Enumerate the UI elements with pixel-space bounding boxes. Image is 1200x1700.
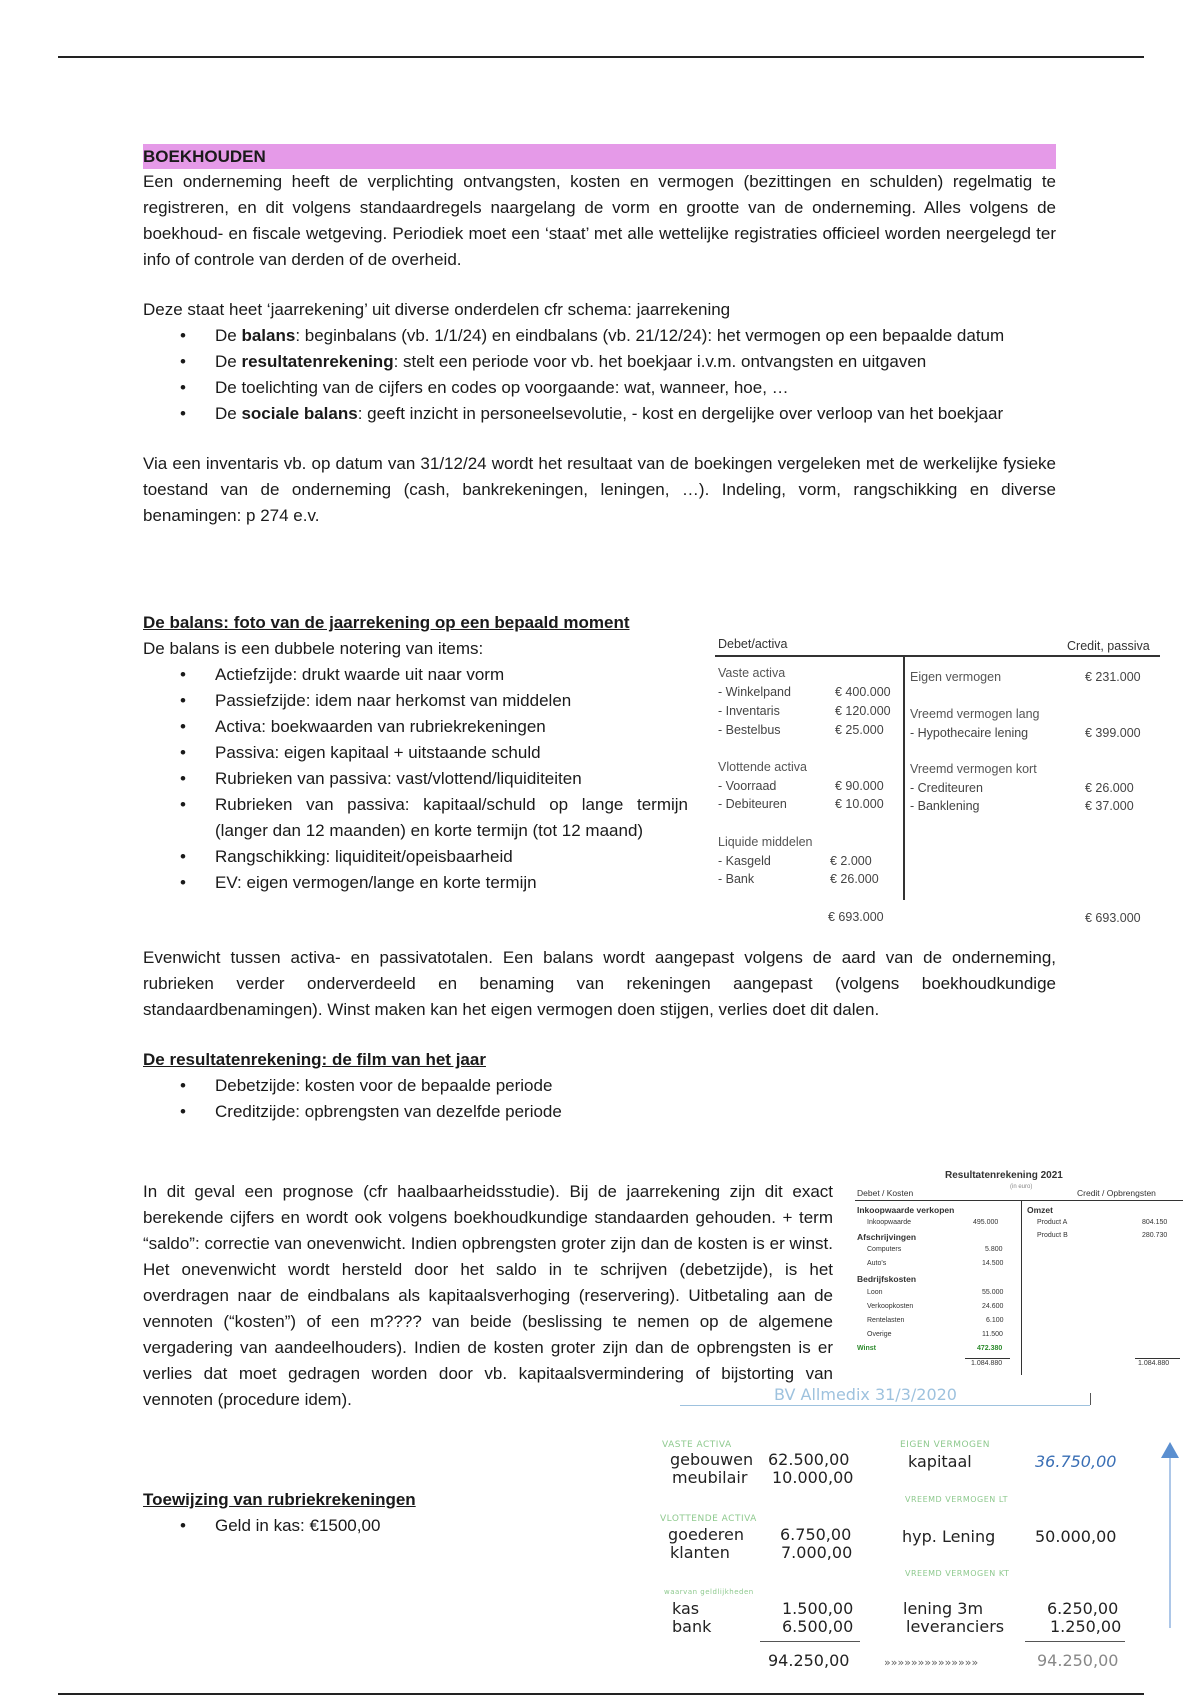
list-item: • De toelichting van de cijfers en codes op voorgaande: wat, wanneer, hoe, … xyxy=(215,375,1056,401)
item-label: - Crediteuren xyxy=(910,781,983,795)
item-label: - Banklening xyxy=(910,799,980,813)
balans-lead: De balans is een dubbele notering van items: xyxy=(143,639,484,658)
result-sub: (in euro) xyxy=(1010,1184,1033,1190)
item-value: € 26.000 xyxy=(1085,781,1134,795)
group-label: Eigen vermogen xyxy=(910,670,1002,684)
cost-value: 5.800 xyxy=(985,1246,1003,1253)
list-item: • De balans: beginbalans (vb. 1/1/24) en eindbalans (vb. 21/12/24): het vermogen op een bepaalde datum xyxy=(215,323,1056,349)
item-label: - Winkelpand xyxy=(718,685,791,699)
item-value: € 231.000 xyxy=(1085,670,1141,684)
revenue-value: 804.150 xyxy=(1142,1219,1168,1226)
cost-label: Rentelasten xyxy=(867,1317,905,1324)
total-left: 1.084.880 xyxy=(971,1360,1003,1367)
item-label: leveranciers xyxy=(906,1617,1005,1636)
total-right: 94.250,00 xyxy=(1037,1651,1119,1670)
item-label: - Bank xyxy=(718,872,755,886)
kapitaal-value: 36.750,00 xyxy=(1035,1452,1117,1471)
item-value: 62.500,00 xyxy=(768,1450,850,1469)
balans-title: De balans: foto van de jaarrekening op een bepaald moment xyxy=(143,613,630,632)
item-label: gebouwen xyxy=(670,1450,754,1469)
cost-value: 11.500 xyxy=(982,1331,1003,1338)
cost-label: Verkoopkosten xyxy=(867,1303,914,1310)
balans-list xyxy=(143,662,688,896)
item-value: € 10.000 xyxy=(835,797,884,811)
cost-group: Afschrijvingen xyxy=(857,1232,917,1242)
list-item: • Activa: boekwaarden van rubriekrekeningen xyxy=(215,714,688,740)
list-item: • EV: eigen vermogen/lange en korte termijn xyxy=(215,870,688,896)
resultaten-list xyxy=(143,1073,1056,1125)
bottom-rule xyxy=(58,1693,1144,1695)
group-label: Vaste activa xyxy=(718,666,786,680)
item-label: - Hypothecaire lening xyxy=(910,726,1029,740)
group-label: Liquide middelen xyxy=(718,835,813,849)
revenue-label: Product B xyxy=(1037,1232,1068,1239)
jaarrekening-lead: Deze staat heet ‘jaarrekening’ uit diverse onderdelen cfr schema: jaarrekening xyxy=(143,300,731,319)
item-value: € 120.000 xyxy=(835,704,891,718)
item-value: € 2.000 xyxy=(830,854,872,868)
item-label: - Bestelbus xyxy=(718,723,781,737)
winst-value: 472.380 xyxy=(977,1345,1003,1352)
balans-after-paragraph: Evenwicht tussen activa- en passivatotalen. Een balans wordt aangepast volgens de aard van de onderneming, rubrieken verder onderverdeeld en benaming van rekeningen aangepast (volgens boekhoudkundige standaardbenamingen). Winst maken kan het eigen vermogen doen stijgen, verlies doet dit dalen. xyxy=(143,948,1056,1019)
item-label: hyp. Lening xyxy=(902,1527,996,1546)
cost-value: 14.500 xyxy=(982,1260,1004,1267)
up-arrow-icon xyxy=(1155,1440,1185,1630)
balans-section xyxy=(143,610,688,896)
list-item: • Debetzijde: kosten voor de bepaalde periode xyxy=(215,1073,1056,1099)
item-value: 7.000,00 xyxy=(781,1543,853,1562)
item-label: kas xyxy=(672,1599,700,1618)
item-label: - Inventaris xyxy=(718,704,780,718)
allmedix-title: BV Allmedix 31/3/2020 xyxy=(774,1385,957,1404)
cost-label: Overige xyxy=(867,1331,892,1338)
revenue-label: Product A xyxy=(1037,1219,1068,1226)
cost-value: 55.000 xyxy=(982,1289,1004,1296)
item-value: 6.750,00 xyxy=(780,1525,852,1544)
item-label: - Debiteuren xyxy=(718,797,787,811)
balance-figure xyxy=(715,635,1165,935)
item-value: € 37.000 xyxy=(1085,799,1134,813)
list-item: • Passiva: eigen kapitaal + uitstaande schuld xyxy=(215,740,688,766)
document-body-top xyxy=(143,144,1056,529)
result-debet-header: Debet / Kosten xyxy=(857,1188,914,1198)
arrow-line: »»»»»»»»»»»»»» xyxy=(884,1656,979,1669)
item-value: € 400.000 xyxy=(835,685,891,699)
item-label: meubilair xyxy=(672,1468,748,1487)
item-value: € 90.000 xyxy=(835,779,884,793)
revenue-value: 280.730 xyxy=(1142,1232,1168,1239)
list-item: • De resultatenrekening: stelt een periode voor vb. het boekjaar i.v.m. ontvangsten en uitgaven xyxy=(215,349,1056,375)
top-rule xyxy=(58,56,1144,58)
cost-label: Inkoopwaarde xyxy=(867,1219,911,1226)
group-label: VREEMD VERMOGEN LT xyxy=(905,1495,1009,1504)
list-item: • Rubrieken van passiva: kapitaal/schuld op lange termijn (langer dan 12 maanden) en korte termijn (tot 12 maand) xyxy=(215,792,688,844)
list-item: • Geld in kas: €1500,00 xyxy=(215,1513,623,1539)
total-left: 94.250,00 xyxy=(768,1651,850,1670)
document-body-middle xyxy=(143,945,1056,1125)
item-value: 6.500,00 xyxy=(782,1617,854,1636)
item-value: 50.000,00 xyxy=(1035,1527,1117,1546)
cost-group: Inkoopwaarde verkopen xyxy=(857,1205,955,1215)
item-value: € 25.000 xyxy=(835,723,884,737)
winst-label: Winst xyxy=(857,1345,876,1352)
group-label: Vlottende activa xyxy=(718,760,807,774)
toewijzing-list xyxy=(143,1513,623,1539)
total-right: 1.084.880 xyxy=(1138,1360,1170,1367)
item-value: € 26.000 xyxy=(830,872,879,886)
item-value: 6.250,00 xyxy=(1047,1599,1119,1618)
list-item: • Rubrieken van passiva: vast/vlottend/liquiditeiten xyxy=(215,766,688,792)
group-label: waarvan geldlijkheden xyxy=(664,1588,754,1596)
cost-label: Computers xyxy=(867,1246,902,1253)
total-left: € 693.000 xyxy=(828,910,884,924)
cost-label: Loon xyxy=(867,1289,883,1296)
result-credit-header: Credit / Opbrengsten xyxy=(1077,1188,1156,1198)
item-value: 10.000,00 xyxy=(772,1468,854,1487)
item-value: 1.250,00 xyxy=(1050,1617,1122,1636)
cost-value: 24.600 xyxy=(982,1303,1004,1310)
item-label: - Voorraad xyxy=(718,779,777,793)
group-label: Vreemd vermogen kort xyxy=(910,762,1037,776)
group-label: Vreemd vermogen lang xyxy=(910,707,1040,721)
item-label: kapitaal xyxy=(908,1452,972,1471)
debet-header: Debet/activa xyxy=(718,637,788,651)
cost-value: 495.000 xyxy=(973,1219,999,1226)
result-figure xyxy=(855,1168,1185,1393)
list-item: • Actiefzijde: drukt waarde uit naar vorm xyxy=(215,662,688,688)
item-label: goederen xyxy=(668,1525,744,1544)
jaarrekening-list xyxy=(143,323,1056,427)
inventaris-paragraph: Via een inventaris vb. op datum van 31/12/24 wordt het resultaat van de boekingen vergeleken met de werkelijke fysieke toestand van de onderneming (cash, bankrekeningen, leningen, …). Indeling, vorm, rangschikking en diverse benamingen: p 274 e.v. xyxy=(143,454,1056,525)
result-title: Resultatenrekening 2021 xyxy=(945,1170,1063,1181)
allmedix-figure xyxy=(650,1385,1195,1690)
item-label: lening 3m xyxy=(903,1599,984,1618)
toewijzing-title: Toewijzing van rubriekrekeningen xyxy=(143,1490,416,1509)
group-label: EIGEN VERMOGEN xyxy=(900,1440,990,1450)
intro-paragraph: Een onderneming heeft de verplichting ontvangsten, kosten en vermogen (bezittingen en schulden) regelmatig te registreren, en dit volgens standaardregels naargelang de vorm en grootte van de onderneming. Alles volgens de boekhoud- en fiscale wetgeving. Periodiek moet een ‘staat’ met alle wettelijke registraties officieel worden neergelegd ter info of controle van derden of de overheid. xyxy=(143,172,1056,269)
page-heading: BOEKHOUDEN xyxy=(143,144,1056,169)
cost-label: Auto's xyxy=(867,1260,887,1267)
toewijzing-section xyxy=(143,1487,623,1539)
group-label: VLOTTENDE ACTIVA xyxy=(660,1514,757,1524)
list-item: • Rangschikking: liquiditeit/opeisbaarheid xyxy=(215,844,688,870)
group-label: VASTE ACTIVA xyxy=(662,1440,732,1450)
resultaten-paragraph: In dit geval een prognose (cfr haalbaarheidsstudie). Bij de jaarrekening zijn dit exact berekende cijfers en wordt ook volgens boekhoudkundige standaarden gehouden. + term “saldo”: correctie van onevenwicht. Indien opbrengsten groter zijn dan de kosten is er winst. Het onevenwicht wordt hersteld door het saldo in te schrijven (debetzijde), is het overdragen naar de eindbalans als kapitaalsverhoging (reservering). Uitbetaling aan de vennoten (“kosten”) of een m???? van beide (beslissing te nemen op de algemene vergadering van aandeelhouders). Indien de kosten groter zijn dan de opbrengsten is er verlies dat moet gedragen worden door vb. kapitaalsvermindering of bijstorting van vennoten (procedure idem). xyxy=(143,1182,833,1409)
list-item: • Passiefzijde: idem naar herkomst van middelen xyxy=(215,688,688,714)
resultaten-title: De resultatenrekening: de film van het jaar xyxy=(143,1050,486,1069)
item-value: € 399.000 xyxy=(1085,726,1141,740)
item-label: bank xyxy=(672,1617,712,1636)
item-label: klanten xyxy=(670,1543,730,1562)
credit-header: Credit, passiva xyxy=(1067,639,1150,653)
total-right: € 693.000 xyxy=(1085,911,1141,925)
cost-value: 6.100 xyxy=(986,1317,1004,1324)
list-item: • Creditzijde: opbrengsten van dezelfde periode xyxy=(215,1099,1056,1125)
list-item: • De sociale balans: geeft inzicht in personeelsevolutie, - kost en dergelijke over verloop van het boekjaar xyxy=(215,401,1056,427)
cost-group: Bedrijfskosten xyxy=(857,1274,917,1284)
group-label: VREEMD VERMOGEN KT xyxy=(905,1569,1010,1578)
item-label: - Kasgeld xyxy=(718,854,771,868)
revenue-group: Omzet xyxy=(1027,1205,1053,1215)
item-value: 1.500,00 xyxy=(782,1599,854,1618)
